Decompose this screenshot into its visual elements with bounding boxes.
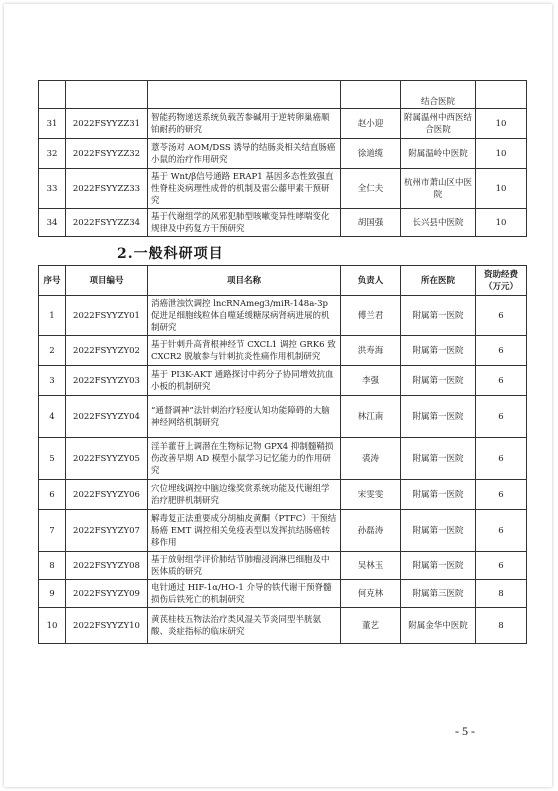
cell-institution: 附属第一医院 [401,336,476,366]
cell-institution: 附属第一医院 [401,296,476,336]
cell-institution: 附属第一医院 [401,396,476,438]
cell-no: 33 [39,169,66,209]
continued-project-table [38,80,527,237]
cell-institution: 附属第一医院 [401,480,476,510]
cell-funding: 6 [476,396,527,438]
cell-funding: 10 [476,209,527,237]
cell-funding: 6 [476,438,527,480]
cell-funding: 8 [476,608,527,644]
cell-funding: 6 [476,552,527,580]
cell-institution: 附属第一医院 [401,552,476,580]
header-funding: 资助经费（万元） [476,266,527,296]
cell-code: 2022FSYYZY10 [66,608,148,644]
cell-no: 6 [39,480,66,510]
cell-no: 32 [39,139,66,169]
cell-person: 何克林 [341,580,401,608]
header-person: 负责人 [341,266,401,296]
cell-institution: 附属第三医院 [401,580,476,608]
cell-title: 基于放射组学评价肺结节肺瘤浸润淋巴细胞及中医体质的研究 [148,552,341,580]
cell-code: 2022FSYYZY04 [66,396,148,438]
cell-no: 7 [39,510,66,552]
cell-funding: 6 [476,510,527,552]
cell-title: 淫羊藿苷上调潜在生物标记物 GPX4 抑制髓鞘损伤改善早期 AD 模型小鼠学习记忆能力的作用研究 [148,438,341,480]
cell-title: 穴位埋线调控中脑边缘奖赏系统功能及代谢组学治疗肥胖机制研究 [148,480,341,510]
cell-person: 全仁夫 [341,169,401,209]
cell-title: 黄芪桂枝五物法治疗类风湿关节炎同型半胱氨酸、炎症指标的临床研究 [148,608,341,644]
cell-no: 31 [39,109,66,139]
cell-no: 34 [39,209,66,237]
cell-person: 裘涛 [341,438,401,480]
table-row [39,139,527,169]
cell-code: 2022FSYYZY08 [66,552,148,580]
header-institution: 所在医院 [401,266,476,296]
cell-title: 薏苓汤对 AOM/DSS 诱导的结肠炎相关结直肠癌小鼠的治疗作用研究 [148,139,341,169]
cell-institution: 结合医院 [401,81,476,109]
cell-code: 2022FSYYZY05 [66,438,148,480]
cell-person: 宋雯雯 [341,480,401,510]
cell-no: 5 [39,438,66,480]
table-row [39,296,527,336]
table-row [39,552,527,580]
cell-funding: 8 [476,580,527,608]
cell-institution: 附属金华中医院 [401,608,476,644]
cell-person: 傅兰君 [341,296,401,336]
cell-code: 2022FSYYZY06 [66,480,148,510]
table-row [39,396,527,438]
cell-person: 徐道缆 [341,139,401,169]
cell-title: 智能药物递送系统负载苦参碱用于逆转卵巢癌顺铂耐药的研究 [148,109,341,139]
cell-person: 董艺 [341,608,401,644]
cell-title: 电针通过 HIF-1α/HO-1 介导的铁代谢干预脊髓损伤后铁死亡的机制研究 [148,580,341,608]
cell-funding: 6 [476,480,527,510]
cell-person: 赵小迎 [341,109,401,139]
cell-title: 基于代谢组学的风邪犯肺型咳嗽变异性哮喘变化规律及中药复方干预研究 [148,209,341,237]
table-row [39,510,527,552]
cell-institution: 附属温岭中医院 [401,139,476,169]
cell-no: 2 [39,336,66,366]
cell-funding: 10 [476,139,527,169]
cell-institution: 附属第一医院 [401,510,476,552]
cell-title: 解毒复正法重要成分胡柚皮黄酮（PTFC）干预结肠癌 EMT 调控相关免疫表型以发挥抗结肠癌转移作用 [148,510,341,552]
header-no: 序号 [39,266,66,296]
header-code: 项目编号 [66,266,148,296]
table-row [39,366,527,396]
cell-funding: 6 [476,366,527,396]
cell-person: 胡国强 [341,209,401,237]
cell-institution: 长兴县中医院 [401,209,476,237]
cell-person: 林江南 [341,396,401,438]
cell-title: “通督调神”法针刺治疗轻度认知功能障碍的大脑神经网络机制研究 [148,396,341,438]
cell-title: 基于针刺升高背根神经节 CXCL1 调控 GRK6 致 CXCR2 脱敏参与针刺抗炎性痛作用机制研究 [148,336,341,366]
table-row [39,480,527,510]
table-row [39,580,527,608]
cell-funding: 6 [476,336,527,366]
general-project-table [38,265,527,644]
cell-code: 2022FSYYZZ34 [66,209,148,237]
cell-title: 消癌泄浊饮调控 lncRNAmeg3/miR-148a-3p 促进足细胞线粒体自噬延缓糖尿病肾病进展的机制研究 [148,296,341,336]
cell-no: 4 [39,396,66,438]
cell-no: 9 [39,580,66,608]
cell-title: 基于 PI3K-AKT 通路探讨中药分子协同增效抗血小板的机制研究 [148,366,341,396]
cell-code: 2022FSYYZY03 [66,366,148,396]
cell-institution: 杭州市萧山区中医院 [401,169,476,209]
cell-funding: 10 [476,169,527,209]
header-title: 项目名称 [148,266,341,296]
table-header-row [39,266,527,296]
table-row [39,169,527,209]
cell-code: 2022FSYYZZ32 [66,139,148,169]
table-row [39,109,527,139]
cell-institution: 附属第一医院 [401,366,476,396]
cell-person: 吴林玉 [341,552,401,580]
cell-institution: 附属温州中西医结合医院 [401,109,476,139]
cell-funding: 6 [476,296,527,336]
page-number: - 5 - [455,724,475,738]
table-row [39,608,527,644]
cell-title: 基于 Wnt/β信号通路 ERAP1 基因多态性致强直性脊柱炎病理性成骨的机制及雷公藤甲素干预研究 [148,169,341,209]
table-row [39,209,527,237]
cell-person: 李强 [341,366,401,396]
cell-no: 3 [39,366,66,396]
cell-code: 2022FSYYZY02 [66,336,148,366]
cell-person: 孙磊涛 [341,510,401,552]
cell-funding: 10 [476,109,527,139]
cell-person: 洪寿海 [341,336,401,366]
cell-code: 2022FSYYZY07 [66,510,148,552]
table-row [39,336,527,366]
section-title: 2.一般科研项目 [117,246,224,262]
cell-no: 1 [39,296,66,336]
cell-code: 2022FSYYZZ31 [66,109,148,139]
table-row [39,438,527,480]
table-row [39,81,527,109]
cell-institution: 附属第一医院 [401,438,476,480]
cell-no: 8 [39,552,66,580]
cell-code: 2022FSYYZY01 [66,296,148,336]
cell-code: 2022FSYYZY09 [66,580,148,608]
cell-code: 2022FSYYZZ33 [66,169,148,209]
cell-no: 10 [39,608,66,644]
